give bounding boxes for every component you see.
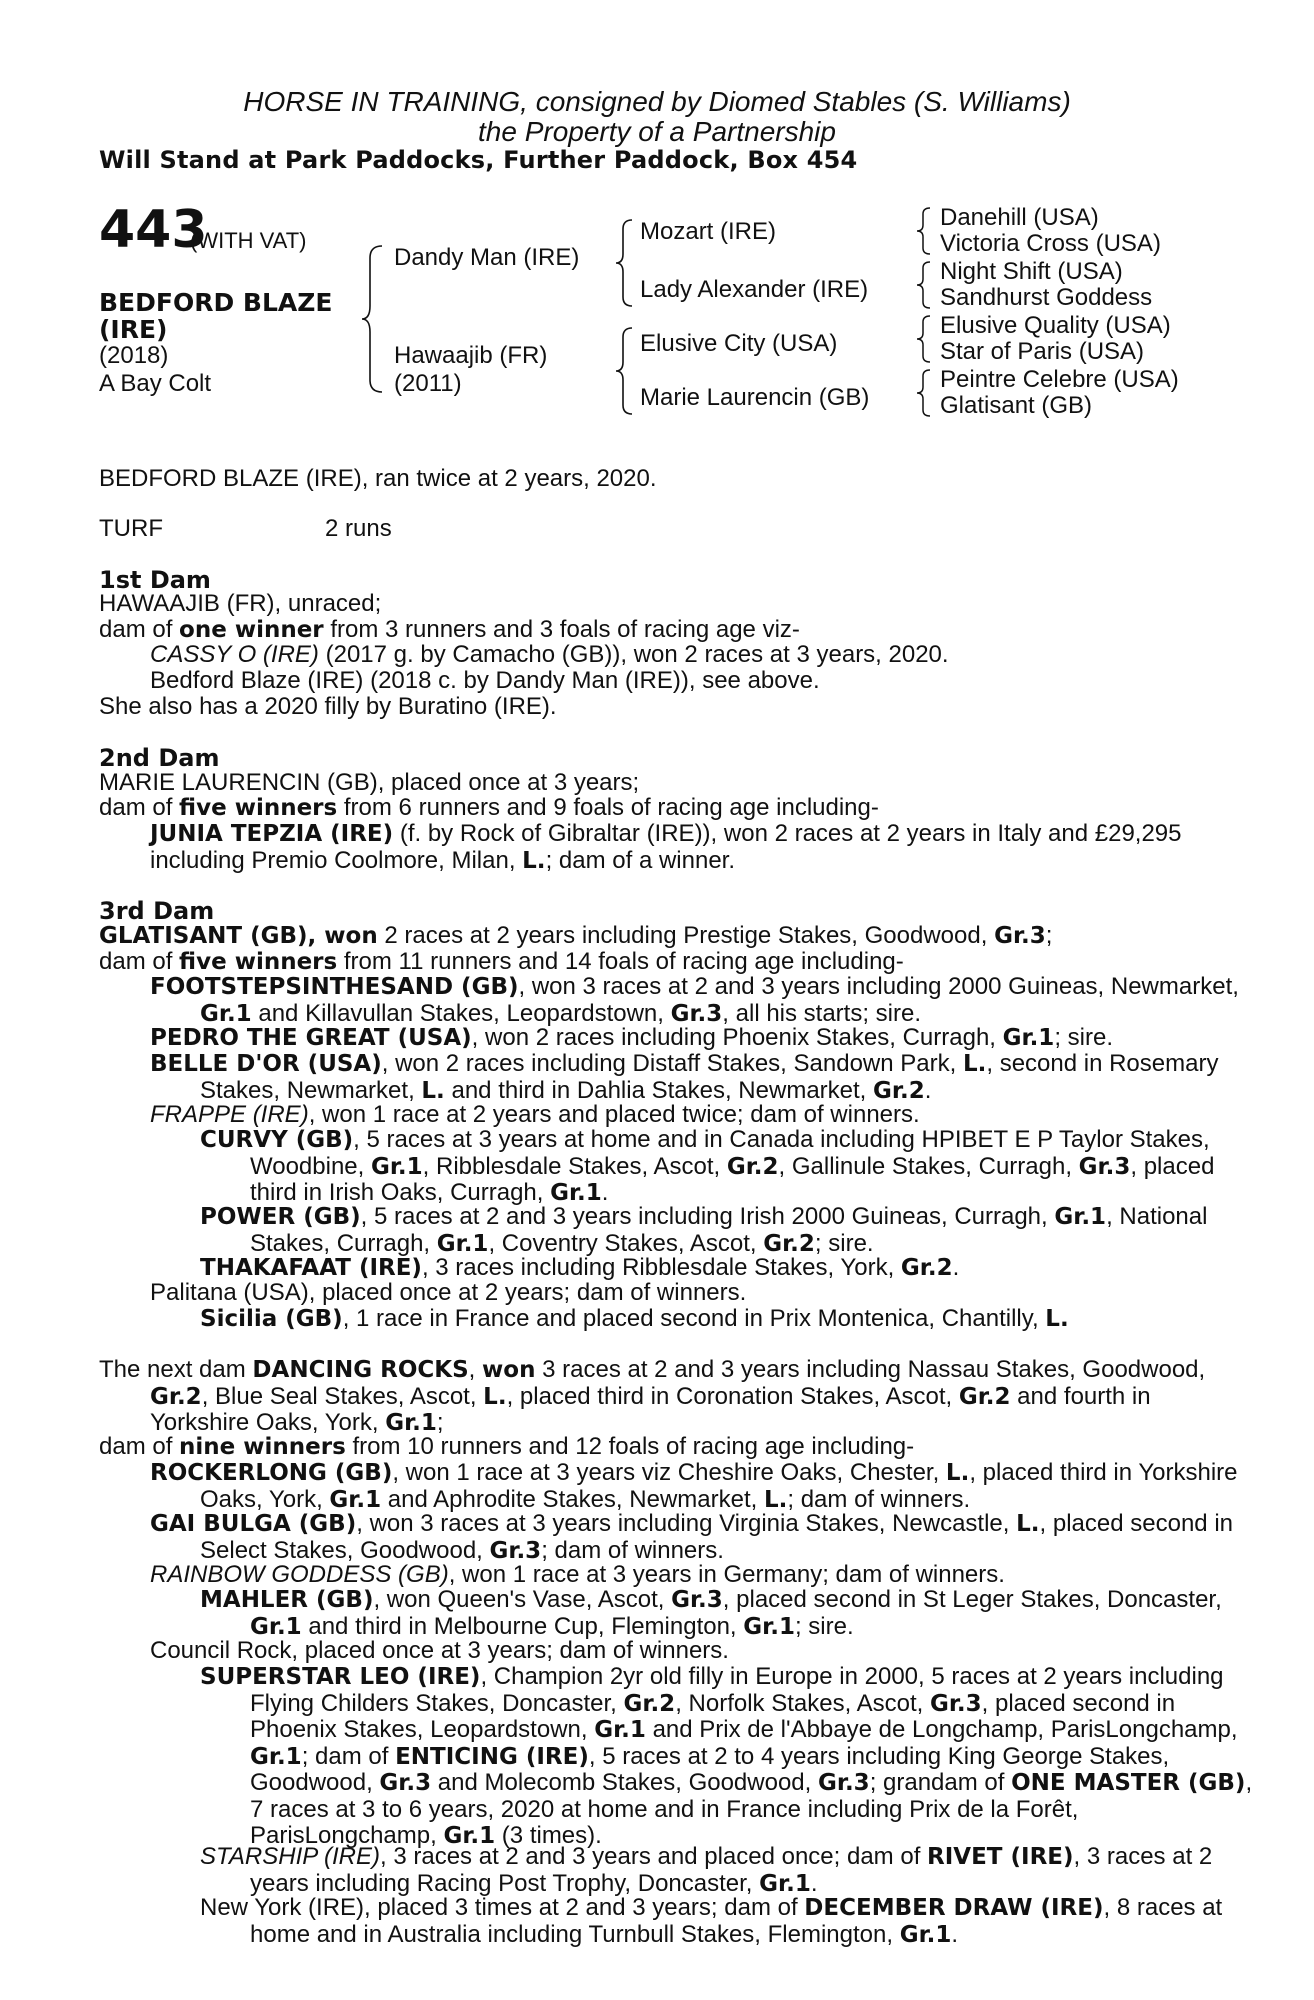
horse-year: (2018) [99, 342, 169, 369]
turf-label: TURF [99, 515, 163, 542]
frappe-foal-thakafaat: THAKAFAAT (IRE), 3 races including Ribblesdale Stakes, York, Gr.2. [200, 1254, 960, 1281]
next-dam-foal-rainbow-goddess: RAINBOW GODDESS (GB), won 1 race at 3 years in Germany; dam of winners. [150, 1561, 1005, 1588]
first-dam-note: She also has a 2020 filly by Buratino (IRE). [99, 693, 557, 720]
consignor-line: HORSE IN TRAINING, consigned by Diomed Stables (S. Williams) [243, 86, 1071, 117]
ancestor-6: Star of Paris (USA) [940, 338, 1145, 365]
third-dam-foal-palitana: Palitana (USA), placed once at 2 years; dam of winners. [150, 1279, 747, 1306]
horse-name-suffix: (IRE) [99, 315, 168, 344]
ancestor-1: Danehill (USA) [940, 204, 1099, 231]
frappe-foal-curvy: CURVY (GB), 5 races at 3 years at home and in Canada including HPIBET E P Taylor Stakes, Woodbine, Gr.1, Ribblesdale Stakes, Ascot, Gr.2, Gallinule Stakes, Curragh, Gr.3, placed third in Irish Oaks, Curragh, Gr.1. [200, 1126, 1215, 1207]
third-dam-foal-footstepsinthesand: FOOTSTEPSINTHESAND (GB), won 3 races at 2 and 3 years including 2000 Guineas, Newmarket, Gr.1 and Killavullan Stakes, Leopardstown, Gr.3, all his starts; sire. [150, 973, 1239, 1027]
dam-year: (2011) [394, 370, 462, 397]
council-rock-foal-new-york: New York (IRE), placed 3 times at 2 and 3 years; dam of DECEMBER DRAW (IRE), 8 races at home and in Australia including Turnbull Stakes, Flemington, Gr.1. [200, 1894, 1223, 1948]
next-dam-paragraph: The next dam DANCING ROCKS, won 3 races at 2 and 3 years including Nassau Stakes, Goodwood, Gr.2, Blue Seal Stakes, Ascot, L., placed third in Coronation Stakes, Ascot, Gr.2 and fourth in Yorkshire Oaks, York, Gr.1; [99, 1356, 1206, 1437]
first-dam-line: HAWAAJIB (FR), unraced; [99, 590, 382, 617]
frappe-foal-power: POWER (GB), 5 races at 2 and 3 years including Irish 2000 Guineas, Curragh, Gr.1, National Stakes, Curragh, Gr.1, Coventry Stakes, Ascot, Gr.2; sire. [200, 1203, 1208, 1257]
dam-sire: Elusive City (USA) [640, 330, 838, 357]
property-line: the Property of a Partnership [478, 116, 836, 147]
pedigree-brace-4 [914, 206, 936, 256]
rainbow-goddess-foal-mahler: MAHLER (GB), won Queen's Vase, Ascot, Gr.3, placed second in St Leger Stakes, Doncaster, Gr.1 and third in Melbourne Cup, Flemington, Gr.1; sire. [200, 1586, 1222, 1640]
first-dam-produce: dam of one winner from 3 runners and 3 foals of racing age viz- [99, 616, 800, 643]
pedigree-brace-2 [614, 218, 638, 308]
third-dam-foal-frappe: FRAPPE (IRE), won 1 race at 2 years and placed twice; dam of winners. [150, 1101, 920, 1128]
pedigree-brace-1 [360, 244, 390, 394]
third-dam-foal-belle-dor: BELLE D'OR (USA), won 2 races including Distaff Stakes, Sandown Park, L., second in Rosemary Stakes, Newmarket, L. and third in Dahlia Stakes, Newmarket, Gr.2. [150, 1050, 1219, 1104]
council-rock-foal-superstar-leo: SUPERSTAR LEO (IRE), Champion 2yr old filly in Europe in 2000, 5 races at 2 years including Flying Childers Stakes, Doncaster, Gr.2, Norfolk Stakes, Ascot, Gr.3, placed second in Phoenix Stakes, Leopardstown, Gr.1 and Prix de l'Abbaye de Longchamp, ParisLongchamp, Gr.1; dam of ENTICING (IRE), 5 races at 2 to 4 years including King George Stakes, Goodwood, Gr.3 and Molecomb Stakes, Goodwood, Gr.3; grandam of ONE MASTER (GB), 7 races at 3 to 6 years, 2020 at home and in France including Prix de la Forêt, ParisLongchamp, Gr.1 (3 times). [200, 1663, 1253, 1849]
palitana-foal-sicilia: Sicilia (GB), 1 race in France and placed second in Prix Montenica, Chantilly, L. [200, 1305, 1069, 1332]
vat-note: (WITH VAT) [190, 228, 307, 253]
second-dam-heading: 2nd Dam [99, 744, 220, 772]
second-dam-produce: dam of five winners from 6 runners and 9 foals of racing age including- [99, 794, 879, 821]
council-rock-foal-starship: STARSHIP (IRE), 3 races at 2 and 3 years and placed once; dam of RIVET (IRE), 3 races at 2 years including Racing Post Trophy, Doncaster, Gr.1. [200, 1843, 1213, 1897]
next-dam-foal-gai-bulga: GAI BULGA (GB), won 3 races at 3 years including Virginia Stakes, Newcastle, L., placed second in Select Stakes, Goodwood, Gr.3; dam of winners. [150, 1510, 1233, 1564]
pedigree-brace-7 [914, 368, 936, 418]
second-dam-foal-1: JUNIA TEPZIA (IRE) (f. by Rock of Gibraltar (IRE)), won 2 races at 2 years in Italy and £29,295 including Premio Coolmore, Milan, L.; dam of a winner. [150, 820, 1182, 874]
ancestor-7: Peintre Celebre (USA) [940, 366, 1179, 393]
turf-value: 2 runs [325, 515, 392, 542]
third-dam-heading: 3rd Dam [99, 897, 215, 925]
race-summary: BEDFORD BLAZE (IRE), ran twice at 2 years, 2020. [99, 465, 657, 492]
ancestor-2: Victoria Cross (USA) [940, 230, 1161, 257]
next-dam-produce: dam of nine winners from 10 runners and 12 foals of racing age including- [99, 1433, 915, 1460]
dam: Hawaajib (FR) [394, 342, 548, 369]
pedigree-brace-3 [614, 326, 638, 416]
dam-dam: Marie Laurencin (GB) [640, 384, 870, 411]
next-dam-foal-rockerlong: ROCKERLONG (GB), won 1 race at 3 years viz Cheshire Oaks, Chester, L., placed third in Yorkshire Oaks, York, Gr.1 and Aphrodite Stakes, Newmarket, L.; dam of winners. [150, 1459, 1238, 1513]
pedigree-brace-6 [914, 314, 936, 364]
first-dam-foal-2: Bedford Blaze (IRE) (2018 c. by Dandy Man (IRE)), see above. [150, 667, 820, 694]
first-dam-heading: 1st Dam [99, 566, 211, 594]
ancestor-5: Elusive Quality (USA) [940, 312, 1171, 339]
third-dam-line: GLATISANT (GB), won 2 races at 2 years including Prestige Stakes, Goodwood, Gr.3; [99, 922, 1053, 949]
sire: Dandy Man (IRE) [394, 244, 580, 271]
second-dam-line: MARIE LAURENCIN (GB), placed once at 3 years; [99, 769, 640, 796]
lot-number: 443 [99, 200, 208, 260]
third-dam-foal-pedro: PEDRO THE GREAT (USA), won 2 races including Phoenix Stakes, Curragh, Gr.1; sire. [150, 1024, 1113, 1051]
ancestor-8: Glatisant (GB) [940, 392, 1093, 419]
sire-dam: Lady Alexander (IRE) [640, 276, 869, 303]
sire-sire: Mozart (IRE) [640, 218, 777, 245]
first-dam-foal-1: CASSY O (IRE) (2017 g. by Camacho (GB)), won 2 races at 3 years, 2020. [150, 641, 949, 668]
horse-name: BEDFORD BLAZE [99, 288, 333, 317]
next-dam-foal-council-rock: Council Rock, placed once at 3 years; dam of winners. [150, 1637, 729, 1664]
ancestor-3: Night Shift (USA) [940, 258, 1123, 285]
horse-description: A Bay Colt [99, 370, 212, 397]
third-dam-produce: dam of five winners from 11 runners and 14 foals of racing age including- [99, 948, 904, 975]
stand-location-line: Will Stand at Park Paddocks, Further Paddock, Box 454 [99, 146, 858, 174]
pedigree-brace-5 [914, 260, 936, 310]
ancestor-4: Sandhurst Goddess [940, 284, 1153, 311]
